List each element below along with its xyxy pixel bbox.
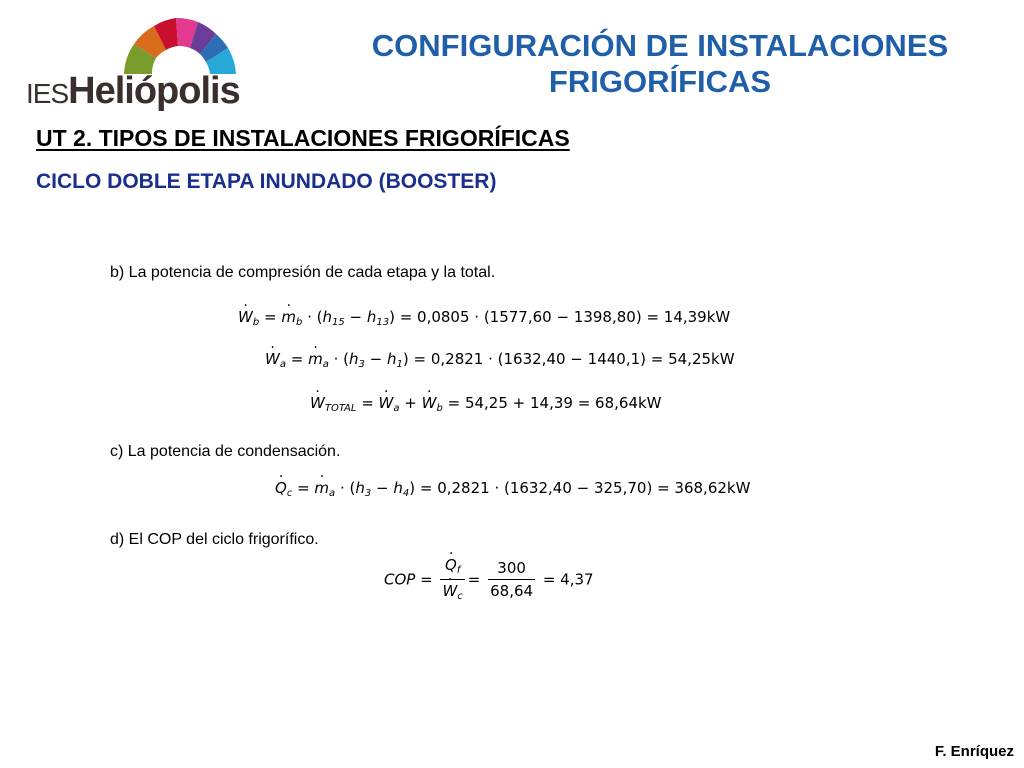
page-title-line-1: CONFIGURACIÓN DE INSTALACIONES [371,28,949,63]
question-b: b) La potencia de compresión de cada etapa y la total. [110,264,496,281]
ies-heliopolis-logo [22,14,242,110]
logo-arc-icon [116,16,246,76]
page-title-line-2: FRIGORÍFICAS [548,64,772,99]
equation-qc-rhs: = 0,2821 · (1632,40 − 325,70) = 368,62kW [415,479,751,497]
question-c: c) La potencia de condensación. [110,443,341,460]
equation-wa: · $W_a$ = · $m_a \cdot (h_3 - h_1) = 0,2821 \cdot (1632,40 - 1440,1) = 54,25kW$ [265,352,735,370]
footer-author: F. Enríquez [934,743,1014,760]
page-title [300,28,1020,100]
logo-ies-text: IES [26,78,69,109]
equation-qc: · $Q_c$ = · $m_a \cdot (h_3 - h_4) = 0,2821 \cdot (1632,40 - 325,70) = 368,62kW$ [275,481,750,499]
equation-cop-result: = 4,37 [538,570,594,589]
equation-wtotal: · $W_{TOTAL}$ = · $W_a$ + · $W_b = 54,25 + 14,39 = 68,64kW$ [310,396,662,414]
equation-wtotal-rhs: = 54,25 + 14,39 = 68,64kW [442,394,662,412]
logo-wordmark [26,72,240,110]
question-d: d) El COP del ciclo frigorífico. [110,531,319,548]
section-subtitle: CICLO DOBLE ETAPA INUNDADO (BOOSTER) [36,170,497,193]
equation-cop: COP = · $Q_f$ · $W_c$ = $\frac{300}{68,64}$ = 4,37 [384,558,594,602]
equation-cop-fraction-2 [488,561,535,599]
equation-wb-rhs: = 0,0805 · (1577,60 − 1398,80) = 14,39kW [394,308,731,326]
equation-cop-fraction-1: · $Q_f$ · $W_c$ [440,558,464,602]
unit-title: UT 2. TIPOS DE INSTALACIONES FRIGORÍFICAS [36,125,570,151]
equation-cop-denominator: 68,64 [490,582,534,600]
equation-cop-lhs: COP [384,570,416,589]
logo-name-text: Heliópolis [68,70,240,112]
equation-wa-rhs: = 0,2821 · (1632,40 − 1440,1) = 54,25kW [408,350,735,368]
equation-cop-numerator: 300 [488,561,535,580]
equation-wb: · $W_b$ = · $m_b \cdot (h_{15} - h_{13}) = 0,0805 \cdot (1577,60 - 1398,80) = 14,39kW$ [238,310,730,328]
